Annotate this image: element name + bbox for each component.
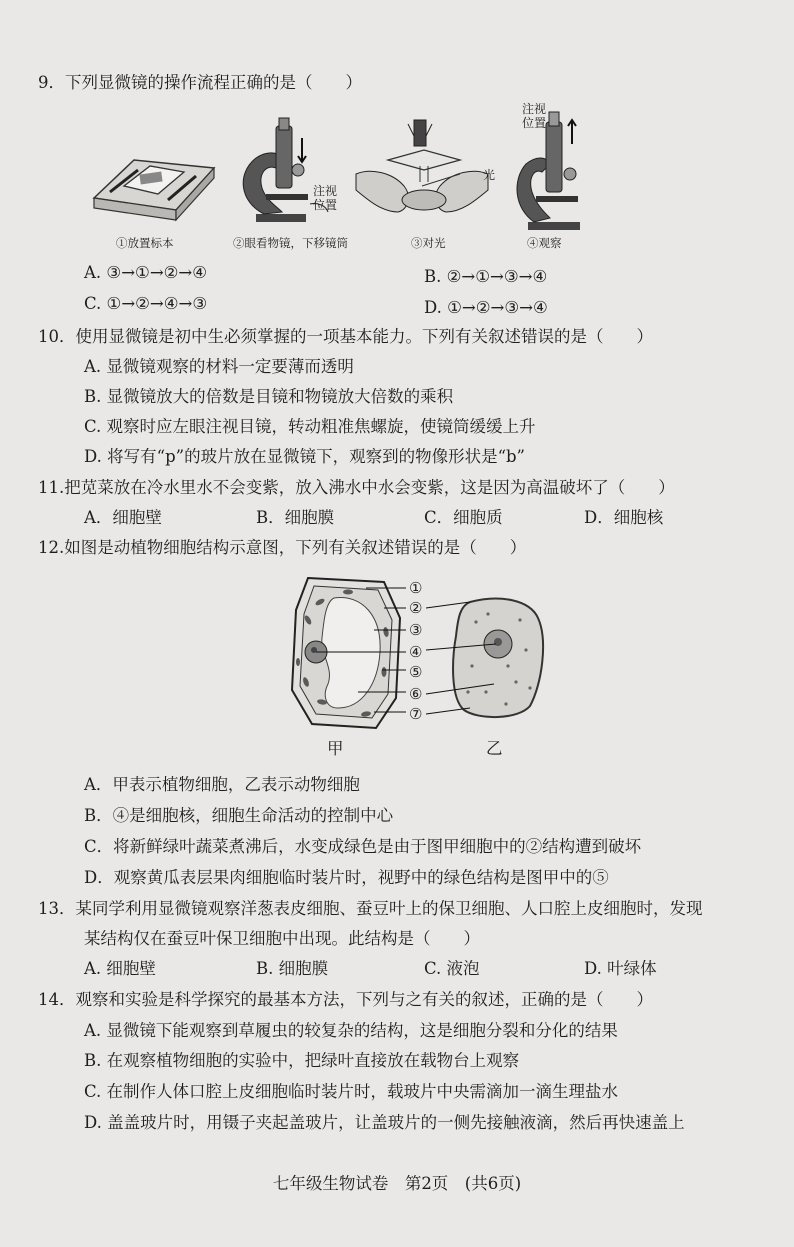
q9-option-d: D. ①→②→③→④ [424, 298, 548, 317]
q14-option-a: A. 显微镜下能观察到草履虫的较复杂的结构，这是细胞分裂和分化的结果 [84, 1021, 618, 1040]
q10-option-b: B. 显微镜放大的倍数是目镜和物镜放大倍数的乘积 [84, 387, 454, 406]
q12-option-a: A．甲表示植物细胞，乙表示动物细胞 [84, 775, 360, 794]
plant-cell-diagram [286, 572, 406, 732]
q10-option-a: A. 显微镜观察的材料一定要薄而透明 [84, 357, 354, 376]
label-7: ⑦ [409, 705, 423, 723]
fig-label-jia: 甲 [327, 739, 344, 758]
q11-stem: 11.把苋菜放在冷水里水不会变紫，放入沸水中水会变紫，这是因为高温破坏了（ ） [38, 478, 675, 497]
q9-option-b: B. ②→①→③→④ [424, 267, 548, 286]
microscope-step-2-illustration [236, 118, 336, 230]
q9-gaze-label-a: 注视 位置 [313, 184, 338, 212]
q9-caption-1: ①放置标本 [116, 236, 174, 250]
q9-gaze-label-b: 注视 位置 [522, 102, 547, 130]
animal-cell-diagram [426, 592, 552, 722]
fig-label-yi: 乙 [486, 739, 503, 758]
q13-option-b: B. 细胞膜 [256, 959, 329, 978]
label-6: ⑥ [409, 685, 423, 703]
q13-stem-line2: 某结构仅在蚕豆叶保卫细胞中出现。此结构是（ ） [84, 929, 480, 948]
q9-light-label: 光 [483, 168, 496, 182]
q14-option-d: D. 盖盖玻片时，用镊子夹起盖玻片，让盖玻片的一侧先接触液滴，然后再快速盖上 [84, 1113, 685, 1132]
q9-caption-4: ④观察 [527, 236, 562, 250]
q12-option-b: B．④是细胞核，细胞生命活动的控制中心 [84, 806, 394, 825]
q10-option-d: D. 将写有“p”的玻片放在显微镜下，观察到的物像形状是“b” [84, 447, 525, 466]
q13-option-d: D. 叶绿体 [584, 959, 657, 978]
page-footer: 七年级生物试卷 第2页 (共6页) [272, 1174, 522, 1193]
label-4: ④ [409, 643, 423, 661]
q12-option-d: D．观察黄瓜表层果肉细胞临时装片时，视野中的绿色结构是图甲中的⑤ [84, 868, 609, 887]
q13-option-c: C. 液泡 [424, 959, 480, 978]
q11-option-a: A．细胞壁 [84, 508, 162, 527]
q12-option-c: C．将新鲜绿叶蔬菜煮沸后，水变成绿色是由于图甲细胞中的②结构遭到破坏 [84, 837, 642, 856]
q11-option-b: B．细胞膜 [256, 508, 335, 527]
microscope-step-1-illustration [80, 140, 220, 230]
label-1: ① [409, 579, 423, 597]
q12-stem: 12.如图是动植物细胞结构示意图，下列有关叙述错误的是（ ） [38, 538, 527, 557]
label-5: ⑤ [409, 663, 423, 681]
q11-option-d: D．细胞核 [584, 508, 664, 527]
q11-option-c: C．细胞质 [424, 508, 503, 527]
q14-option-b: B. 在观察植物细胞的实验中，把绿叶直接放在载物台上观察 [84, 1051, 520, 1070]
q9-caption-3: ③对光 [411, 236, 446, 250]
q9-option-c: C. ①→②→④→③ [84, 294, 208, 313]
q9-option-a: A. ③→①→②→④ [84, 263, 208, 282]
q13-option-a: A. 细胞壁 [84, 959, 156, 978]
label-3: ③ [409, 621, 423, 639]
q14-stem: 14．观察和实验是科学探究的最基本方法，下列与之有关的叙述，正确的是（ ） [38, 990, 653, 1009]
microscope-step-3-illustration [352, 120, 492, 232]
q14-option-c: C. 在制作人体口腔上皮细胞临时装片时，载玻片中央需滴加一滴生理盐水 [84, 1082, 619, 1101]
q10-stem: 10．使用显微镜是初中生必须掌握的一项基本能力。下列有关叙述错误的是（ ） [38, 327, 653, 346]
q9-stem: 9．下列显微镜的操作流程正确的是（ ） [38, 73, 362, 92]
label-2: ② [409, 599, 423, 617]
q10-option-c: C. 观察时应左眼注视目镜，转动粗准焦螺旋，使镜筒缓缓上升 [84, 417, 536, 436]
q13-stem-line1: 13．某同学利用显微镜观察洋葱表皮细胞、蚕豆叶上的保卫细胞、人口腔上皮细胞时，发现 [38, 899, 703, 918]
q9-caption-2: ②眼看物镜，下移镜筒 [233, 236, 348, 250]
